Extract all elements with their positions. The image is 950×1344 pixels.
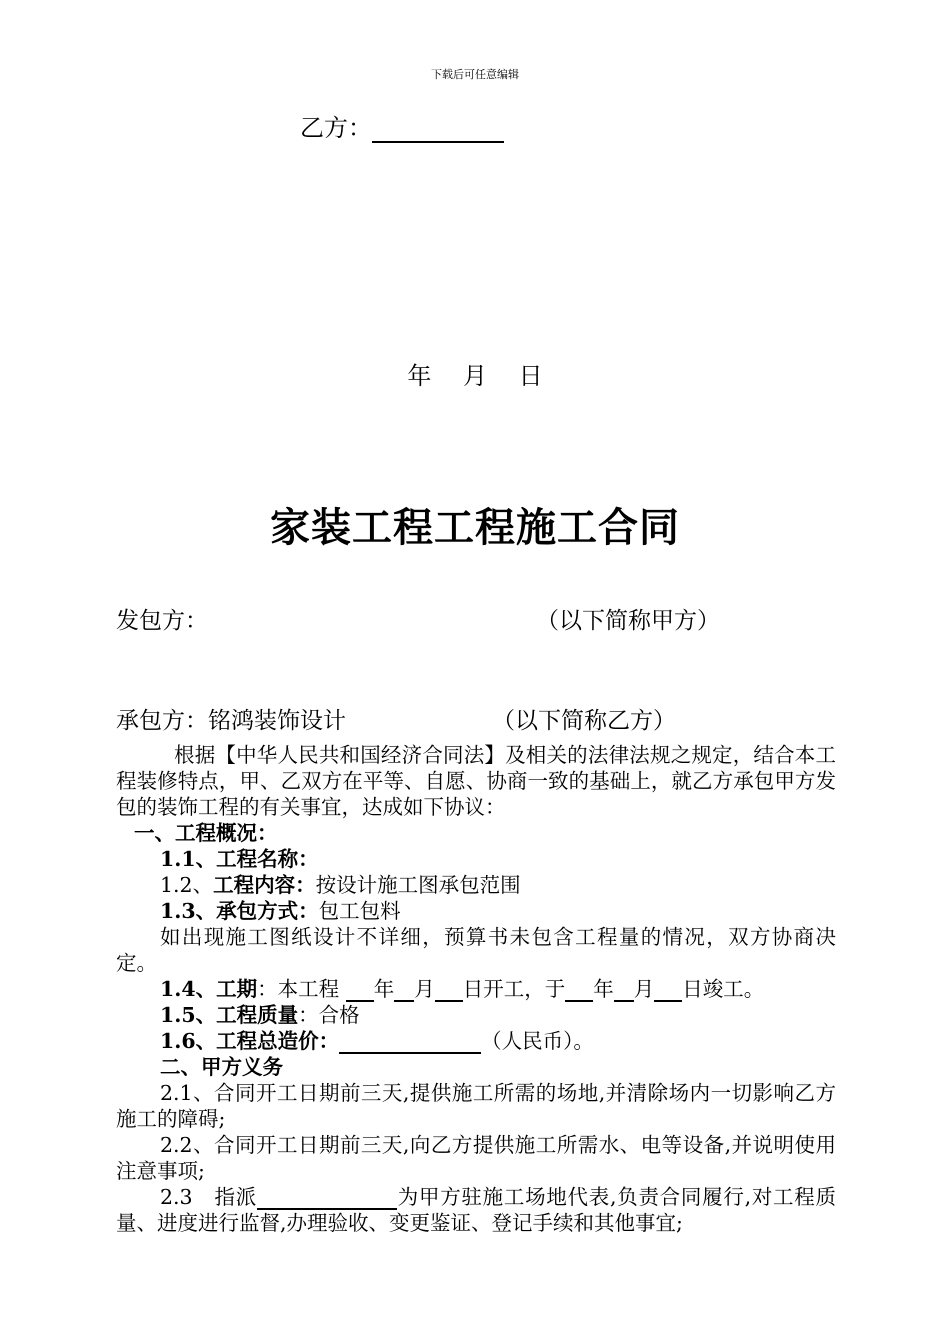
start-year-text: 年 — [373, 977, 395, 1001]
date-day: 日 — [518, 362, 543, 390]
party-b-signature-line — [300, 108, 504, 143]
blank-representative — [257, 1188, 397, 1210]
contractor-line — [116, 602, 720, 635]
item-2-2: 2.2、合同开工日期前三天,向乙方提供施工所需水、电等设备,并说明使用注意事项; — [116, 1133, 836, 1183]
contracted-label: 承包方：铭鸿装饰设计 — [116, 708, 346, 734]
date-line — [0, 356, 950, 391]
date-month: 月 — [463, 362, 487, 390]
contracted-line — [116, 702, 676, 735]
item-1-1: 1.1、工程名称： — [160, 847, 319, 871]
item-1-2-num: 1.2、 — [160, 873, 214, 897]
blank-start-year — [346, 980, 374, 1002]
end-text: 日竣工。 — [682, 977, 765, 1001]
item-1-6-label: 1.6、工程总造价： — [160, 1029, 340, 1053]
contracted-note: （以下简称乙方） — [492, 708, 676, 734]
contractor-note: （以下简称甲方） — [536, 608, 720, 634]
contract-body — [116, 742, 836, 1236]
item-1-4-colon: ：本工程 — [257, 977, 340, 1001]
intro-paragraph: 根据【中华人民共和国经济合同法】及相关的法律法规之规定，结合本工程装修特点，甲、乙双方在平等、自愿、协商一致的基础上，就乙方承包甲方发包的装饰工程的有关事宜，达成如下协议： — [116, 743, 836, 819]
start-text: 日开工，于 — [462, 977, 566, 1001]
blank-end-day — [654, 980, 682, 1002]
document-title: 家装工程工程施工合同 — [270, 504, 680, 551]
end-year-text: 年 — [593, 977, 614, 1001]
blank-start-day — [435, 980, 463, 1002]
item-1-6 — [116, 1028, 836, 1054]
item-1-5-label: 1.5、工程质量 — [160, 1003, 299, 1027]
date-year: 年 — [407, 362, 432, 390]
section1-heading: 一、工程概况： — [134, 821, 278, 845]
blank-end-year — [565, 980, 593, 1002]
party-b-blank — [372, 115, 504, 143]
item-1-3-value: 包工包料 — [318, 899, 401, 923]
item-1-3-label: 1.3、承包方式： — [160, 899, 319, 923]
item-2-3-prefix: 2.3 指派 — [160, 1185, 258, 1209]
header-note: 下载后可任意编辑 — [431, 68, 519, 81]
party-b-label: 乙方： — [300, 114, 372, 142]
blank-end-month — [614, 980, 634, 1002]
item-2-3 — [116, 1184, 836, 1236]
item-1-4-label: 1.4、工期 — [160, 977, 258, 1001]
blank-start-month — [394, 980, 414, 1002]
blank-total-price — [339, 1032, 481, 1054]
item-1-2-label: 工程内容： — [213, 873, 316, 897]
section2-heading: 二、甲方义务 — [160, 1055, 283, 1079]
item-1-5-value: ：合格 — [298, 1003, 360, 1027]
item-1-2-value: 按设计施工图承包范围 — [315, 873, 521, 897]
item-1-2 — [116, 872, 836, 898]
item-2-1: 2.1、合同开工日期前三天,提供施工所需的场地,并清除场内一切影响乙方施工的障碍; — [116, 1081, 836, 1131]
item-2-3-suffix: 为甲方驻施工场地代表,负责合同履行,对工程质量、进度进行监督,办理验收、变更鉴证、登记手续和其他事宜; — [116, 1185, 836, 1235]
item-1-6-suffix: （人民币）。 — [481, 1029, 594, 1053]
section1-note: 如出现施工图纸设计不详细，预算书未包含工程量的情况，双方协商决定。 — [116, 925, 836, 975]
item-1-4 — [116, 976, 836, 1002]
contractor-label: 发包方： — [116, 608, 208, 634]
item-1-5 — [116, 1002, 836, 1028]
item-1-3 — [116, 898, 836, 924]
end-month-text: 月 — [633, 977, 655, 1001]
start-month-text: 月 — [414, 977, 435, 1001]
